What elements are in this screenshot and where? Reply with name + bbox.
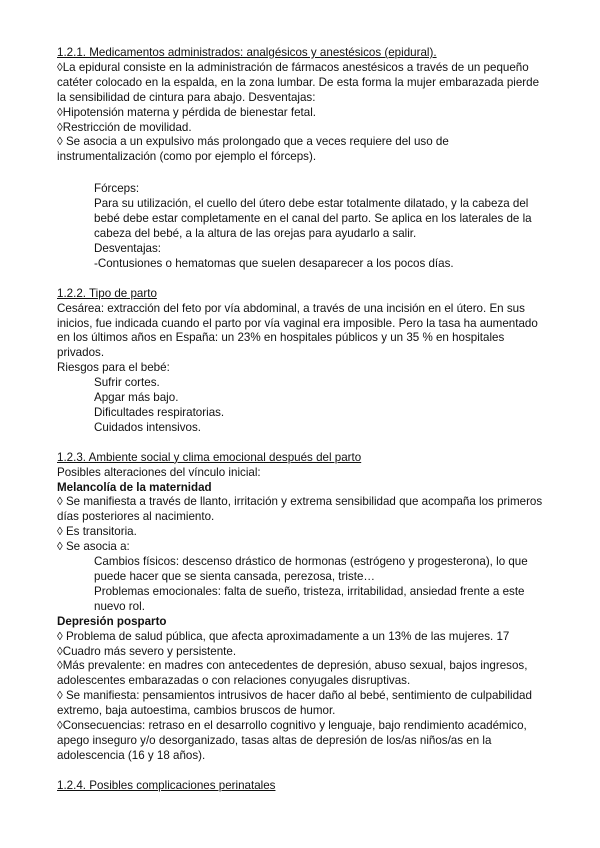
ambiente-intro: Posibles alteraciones del vínculo inicial: — [57, 465, 261, 479]
section-heading-medicamentos: 1.2.1. Medicamentos administrados: analgésicos y anestésicos (epidural). — [57, 46, 437, 59]
section-heading-complicaciones: 1.2.4. Posibles complicaciones perinatales — [57, 778, 276, 792]
forceps-description: Para su utilización, el cuello del útero debe estar totalmente dilatado, y la cabeza del bebé debe estar completamente en el canal del parto. Se aplica en los laterales de la cabeza del bebé, a la altura de las orejas para ayudarlo a salir. — [94, 197, 532, 240]
risk-item: Dificultades respiratorias. — [94, 405, 225, 419]
forceps-block — [57, 182, 547, 271]
forceps-disadvantage-item: -Contusiones o hematomas que suelen desaparecer a los pocos días. — [94, 256, 454, 270]
bullet-expulsivo: ◊ Se asocia a un expulsivo más prolongado que a veces requiere del uso de instrumentalización (como por ejemplo el fórceps). — [57, 135, 449, 164]
bullet-hipotension: ◊Hipotensión materna y pérdida de bienestar fetal. — [57, 105, 317, 119]
risks-title: Riesgos para el bebé: — [57, 361, 170, 375]
cambios-fisicos: Cambios físicos: descenso drástico de hormonas (estrógeno y progesterona), lo que puede hacer que se sienta cansada, perezosa, triste… — [94, 555, 528, 583]
melancolia-causes — [57, 555, 547, 615]
melancolia-bullet-2: ◊ Es transitoria. — [57, 525, 137, 539]
depresion-bullet-2: ◊Cuadro más severo y persistente. — [57, 644, 237, 658]
depresion-bullet-5: ◊Consecuencias: retraso en el desarrollo cognitivo y lenguaje, bajo rendimiento académico, apego inseguro y/o desorganizado, tasas altas de depresión de los/as niños/as en la adolescencia (16 y 18 años). — [57, 719, 527, 762]
section-heading-ambiente: 1.2.3. Ambiente social y clima emocional después del parto — [57, 450, 362, 464]
document-page — [57, 46, 547, 794]
risk-item: Apgar más bajo. — [94, 391, 179, 405]
depresion-bullet-4: ◊ Se manifiesta: pensamientos intrusivos de hacer daño al bebé, sentimiento de culpabilidad extremo, baja autoestima, cambios bruscos de humor. — [57, 689, 532, 718]
problemas-emocionales: Problemas emocionales: falta de sueño, tristeza, irritabilidad, ansiedad frente a este nuevo rol. — [94, 584, 525, 613]
risk-item: Sufrir cortes. — [94, 376, 160, 390]
depresion-bullet-3: ◊Más prevalente: en madres con antecedentes de depresión, abuso sexual, bajos ingresos, adolescentes embarazadas o con relaciones conyugales disruptivas. — [57, 659, 528, 688]
melancolia-bullet-1: ◊ Se manifiesta a través de llanto, irritación y extrema sensibilidad que acompaña los primeros días posteriores al nacimiento. — [57, 495, 543, 524]
section-heading-tipo-parto: 1.2.2. Tipo de parto — [57, 286, 157, 300]
depresion-bullet-1: ◊ Problema de salud pública, que afecta aproximadamente a un 13% de las mujeres. 17 — [57, 629, 510, 643]
melancolia-title: Melancolía de la maternidad — [57, 480, 212, 494]
forceps-title: Fórceps: — [94, 182, 140, 196]
risks-list — [57, 376, 547, 436]
forceps-disadvantages-title: Desventajas: — [94, 241, 162, 255]
risk-item: Cuidados intensivos. — [94, 420, 201, 434]
epidural-intro: ◊La epidural consiste en la administración de fármacos anestésicos a través de un pequeño catéter colocado en la espalda, en la zona lumbar. De esta forma la mujer embarazada pierde la sensibilidad de cintura para abajo. Desventajas: — [57, 60, 540, 104]
cesarea-text: Cesárea: extracción del feto por vía abdominal, a través de una incisión en el útero. En sus inicios, fue indicada cuando el parto por vía vaginal era imposible. Pero la tasa ha aumentado en los últimos años en España: un 23% en hospitales públicos y un 35 % en hospitales privados. — [57, 301, 538, 360]
melancolia-bullet-3: ◊ Se asocia a: — [57, 540, 130, 554]
bullet-restriccion: ◊Restricción de movilidad. — [57, 120, 192, 134]
depresion-title: Depresión posparto — [57, 614, 167, 628]
